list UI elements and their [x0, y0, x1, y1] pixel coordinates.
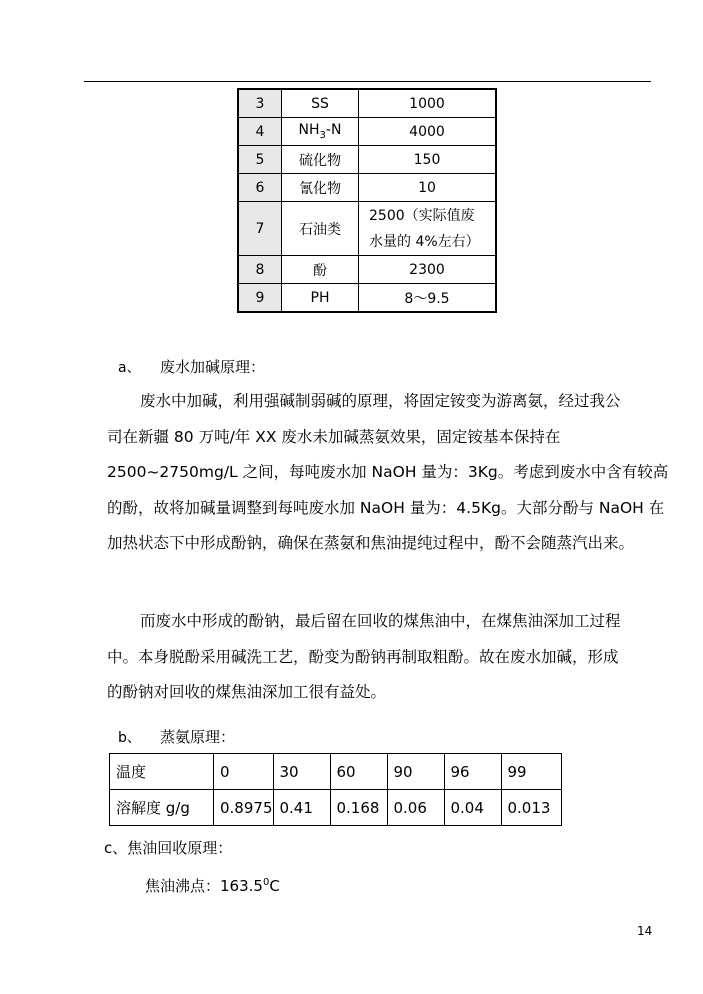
row-header-temperature: 温度	[110, 754, 214, 790]
row-value: 1000	[359, 89, 497, 118]
table-row	[238, 118, 496, 146]
solubility-cell: 0.013	[501, 790, 561, 826]
table-row	[238, 256, 496, 284]
row-number: 3	[238, 89, 282, 118]
temperature-cell: 90	[387, 754, 444, 790]
paragraph-line: 2500~2750mg/L 之间，每吨废水加 NaOH 量为：3Kg。考虑到废水中含有较高	[107, 463, 669, 481]
table-row	[238, 284, 496, 313]
solubility-cell: 0.41	[273, 790, 330, 826]
value-line: 2500（实际值废	[369, 207, 475, 224]
temperature-cell: 0	[214, 754, 274, 790]
row-number: 7	[238, 202, 282, 256]
temperature-cell: 60	[330, 754, 387, 790]
paragraph-line: 而废水中形成的酚钠，最后留在回收的煤焦油中，在煤焦油深加工过程	[140, 612, 621, 630]
row-item: 硫化物	[282, 146, 359, 174]
boiling-degree: 0	[262, 877, 270, 888]
row-item: SS	[282, 89, 359, 118]
table-row	[238, 174, 496, 202]
section-b-heading: 蒸氨原理：	[160, 728, 236, 746]
value-line: 水量的 4%左右）	[369, 233, 480, 250]
boiling-label: 焦油沸点：163.5	[145, 877, 263, 895]
boiling-unit: C	[269, 877, 280, 895]
paragraph-line: 的酚钠对回收的煤焦油深加工很有益处。	[107, 683, 387, 701]
section-a-heading: 废水加碱原理：	[160, 358, 266, 376]
temperature-cell: 30	[273, 754, 330, 790]
table-row	[110, 790, 562, 826]
paragraph-line: 的酚，故将加碱量调整到每吨废水加 NaOH 量为：4.5Kg。大部分酚与 NaOH 在	[107, 499, 665, 517]
table-row	[110, 754, 562, 790]
row-item: 氰化物	[282, 174, 359, 202]
solubility-cell: 0.8975	[214, 790, 274, 826]
table-row	[238, 202, 496, 256]
row-value: 10	[359, 174, 497, 202]
row-value: 2300	[359, 256, 497, 284]
table-row	[238, 89, 496, 118]
section-a-marker: a、	[118, 360, 141, 376]
row-value: 8～9.5	[359, 284, 497, 313]
row-number: 8	[238, 256, 282, 284]
paragraph-line: 司在新疆 80 万吨/年 XX 废水未加碱蒸氨效果，固定铵基本保持在	[107, 428, 561, 446]
section-b-marker: b、	[118, 730, 141, 746]
temperature-cell: 96	[444, 754, 501, 790]
ammonia-solubility-table	[109, 753, 562, 826]
row-item: 酚	[282, 256, 359, 284]
paragraph-line: 加热状态下中形成酚钠，确保在蒸氨和焦油提纯过程中，酚不会随蒸汽出来。	[107, 534, 635, 552]
row-value: 150	[359, 146, 497, 174]
row-number: 4	[238, 118, 282, 146]
row-item: PH	[282, 284, 359, 313]
solubility-cell: 0.06	[387, 790, 444, 826]
temperature-cell: 99	[501, 754, 561, 790]
paragraph-line: 中。本身脱酚采用碱洗工艺，酚变为酚钠再制取粗酚。故在废水加碱，形成	[107, 648, 619, 666]
section-c-heading: c、焦油回收原理：	[104, 839, 233, 857]
tar-boiling-point	[145, 875, 280, 896]
nh-main: NH	[298, 122, 320, 139]
row-header-solubility: 溶解度 g/g	[110, 790, 214, 826]
paragraph-line: 废水中加碱，利用强碱制弱碱的原理，将固定铵变为游离氨，经过我公	[140, 392, 621, 410]
solubility-cell: 0.168	[330, 790, 387, 826]
table-row	[238, 146, 496, 174]
header-rule	[84, 81, 651, 82]
page-number: 14	[637, 924, 653, 938]
row-value: 4000	[359, 118, 497, 146]
composition-table	[237, 88, 497, 313]
row-number: 9	[238, 284, 282, 313]
solubility-cell: 0.04	[444, 790, 501, 826]
nh-tail: -N	[325, 122, 342, 139]
row-value	[359, 202, 497, 256]
nh-sub: 3	[319, 129, 326, 141]
row-number: 5	[238, 146, 282, 174]
row-item	[282, 118, 359, 146]
row-number: 6	[238, 174, 282, 202]
row-item: 石油类	[282, 202, 359, 256]
